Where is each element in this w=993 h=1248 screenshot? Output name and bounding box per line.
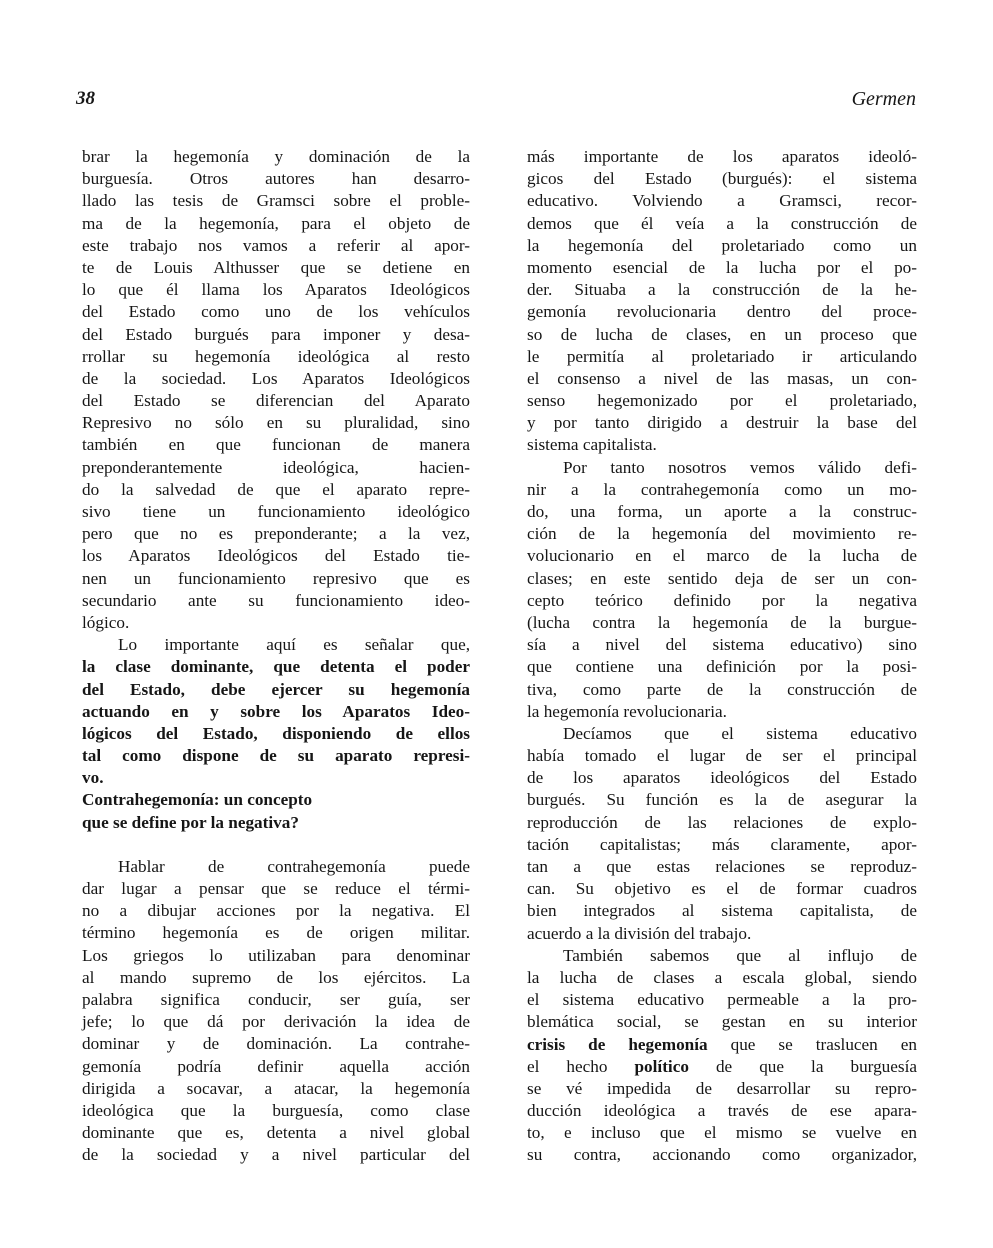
text-line: del Estado, debe ejercer su hegemonía [82, 679, 470, 699]
text-line: la hegemonía revolucionaria. [527, 701, 727, 721]
text-line: tal como dispone de su aparato represi- [82, 746, 470, 766]
text-line: lógico. [82, 612, 130, 632]
text-line: se vé impedida de desarrollar su repro- [527, 1078, 917, 1098]
text-line: los Aparatos Ideológicos del Estado tie- [82, 546, 470, 566]
text-line: lo que él llama los Aparatos Ideológicos [82, 280, 470, 300]
text-line: También sabemos que al influjo de [563, 945, 917, 965]
text-line: jefe; lo que dá por derivación la idea de [82, 1012, 470, 1032]
page-header [0, 88, 993, 118]
text-line: brar la hegemonía y dominación de la [82, 147, 470, 166]
text-line: ma de la hegemonía, para el objeto de [82, 213, 470, 233]
paragraph-part [527, 945, 917, 1034]
text-line: actuando en y sobre los Aparatos Ideo- [82, 701, 470, 721]
heading-line: que se define por la negativa? [82, 812, 299, 832]
paragraph-gramsci [527, 146, 917, 457]
text-line: del Estado se diferencian del Aparato [82, 391, 470, 411]
text-line: tiva, como parte de la construcción de [527, 679, 917, 699]
text-line: burguesía. Otros autores han desarro- [82, 169, 470, 189]
text-line: dominar y de dominación. La contrahe- [82, 1034, 470, 1054]
text-line: demos que él veía a la construcción de [527, 213, 917, 233]
text-line: burgués. Su función es la de asegurar la [527, 790, 917, 810]
text-line: la clase dominante, que detenta el poder [82, 657, 470, 677]
text-line: ideológica que la burguesía, como clase [82, 1100, 470, 1120]
text-line: bien integrados al sistema capitalista, de [527, 901, 917, 921]
text-line: había tomado el lugar de ser el principal [527, 746, 917, 766]
text-line: el consenso a nivel de las masas, un con- [527, 368, 917, 388]
text-line: al mando supremo de los ejércitos. La [82, 967, 470, 987]
text-line: do la salvedad de que el aparato repre- [82, 479, 470, 499]
text-line: también en que funcionan de manera [82, 435, 470, 455]
text-line: cepto teórico definido por la negativa [527, 590, 917, 610]
bold-word-politico: político [634, 1056, 689, 1076]
text-line: y por tanto dirigido a destruir la base del [527, 413, 917, 433]
text-line: de los aparatos ideológicos del Estado [527, 768, 917, 788]
text-line: can. Su objetivo es el de formar cuadros [527, 879, 917, 899]
left-column [82, 146, 470, 1166]
paragraph-clase-dominante [82, 634, 470, 789]
text-line: acuerdo a la división del trabajo. [527, 923, 752, 943]
text-line: más importante de los aparatos ideoló- [527, 147, 917, 166]
text-run: de que la burguesía [688, 1056, 917, 1076]
bold-passage [82, 656, 470, 789]
right-column [527, 146, 917, 1167]
text-line: tación capitalistas; más claramente, apor- [527, 834, 917, 854]
text-line: palabra significa conducir, ser guía, ser [82, 989, 470, 1009]
text-line: sía a nivel del sistema educativo) sino [527, 635, 917, 655]
text-line: clases; en este sentido deja de ser un con- [527, 568, 917, 588]
text-line: sistema capitalista. [527, 435, 657, 455]
text-line: Decíamos que el sistema educativo [563, 723, 917, 743]
text-line: nen un funcionamiento represivo que es [82, 568, 470, 588]
paragraph-althusser [82, 146, 470, 634]
text-line: no a dibujar acciones por la negativa. El [82, 901, 470, 921]
text-line: la hegemonía del proletariado como un [527, 235, 917, 255]
text-line: ducción ideológica a través de ese apara- [527, 1101, 917, 1121]
text-line: gicos del Estado (burgués): el sistema [527, 169, 917, 189]
text-line [527, 1056, 917, 1078]
paragraph-hablar-contrahegemonia [82, 856, 470, 1167]
text-line: su contra, accionando como organizador, [527, 1145, 917, 1165]
text-line: dominante que es, detenta a nivel global [82, 1123, 470, 1143]
paragraph-sistema-educativo [527, 723, 917, 945]
text-line: lógicos del Estado, disponiendo de ellos [82, 723, 470, 743]
text-line: gemonía podría definir aquella acción [82, 1056, 470, 1076]
text-line: vo. [82, 768, 104, 788]
text-run: el hecho [527, 1056, 635, 1076]
text-line: este trabajo nos vamos a referir al apor- [82, 235, 470, 255]
text-line: der. Situaba a la construcción de la he- [527, 280, 917, 300]
text-line: momento esencial de la lucha por el po- [527, 257, 917, 277]
text-line: rrollar su hegemonía ideológica al resto [82, 346, 470, 366]
text-line: de la sociedad. Los Aparatos Ideológicos [82, 368, 470, 388]
section-heading [82, 789, 470, 833]
text-line: término hegemonía es de origen militar. [82, 923, 470, 943]
text-line: educativo. Volviendo a Gramsci, recor- [527, 191, 917, 211]
text-line: de la sociedad y a nivel particular del [82, 1145, 470, 1165]
text-line: del Estado como uno de los vehículos [82, 302, 470, 322]
heading-spacer [82, 834, 470, 856]
text-line: nir a la contrahegemonía como un mo- [527, 479, 917, 499]
text-line: sivo tiene un funcionamiento ideológico [82, 502, 470, 521]
journal-title: Germen [851, 88, 916, 110]
text-line: volucionario en el marco de la lucha de [527, 546, 917, 566]
page-number: 38 [76, 88, 95, 109]
text-line: dar lugar a pensar que se reduce el térmi- [82, 879, 470, 898]
text-line: do, una forma, un aporte a la construc- [527, 502, 917, 521]
text-line: pero que no es preponderante; a la vez, [82, 524, 470, 544]
text-line: Hablar de contrahegemonía puede [118, 856, 470, 876]
text-line: Por tanto nosotros vemos válido defi- [563, 457, 917, 477]
text-line: ción de la hegemonía del movimiento re- [527, 524, 917, 544]
text-line: (lucha contra la hegemonía de la burgue- [527, 612, 917, 632]
paragraph-influjo-lucha [527, 945, 917, 1167]
text-line: so de lucha de clases, en un proceso que [527, 324, 917, 344]
text-line: dirigida a socavar, a atacar, la hegemonía [82, 1078, 470, 1098]
text-line: le permitía al proletariado ir articulando [527, 346, 917, 366]
text-line: senso hegemonizado por el proletariado, [527, 391, 917, 411]
paragraph-contrahegemonia-definicion [527, 457, 917, 723]
text-line: te de Louis Althusser que se detiene en [82, 257, 470, 277]
paragraph-part [527, 1078, 917, 1167]
text-line: del Estado burgués para imponer y desa- [82, 324, 470, 344]
text-line: la lucha de clases a escala global, siendo [527, 967, 917, 987]
text-line: tan a que estas relaciones se reproduz- [527, 857, 917, 876]
text-line: el sistema educativo permeable a la pro- [527, 990, 917, 1010]
text-line: preponderantemente ideológica, hacien- [82, 457, 470, 477]
heading-line: Contrahegemonía: un concepto [82, 790, 313, 810]
text-line: secundario ante su funcionamiento ideo- [82, 590, 470, 610]
bold-phrase-crisis: crisis de hegemonía [527, 1034, 708, 1054]
text-line: blemática social, se gestan en su interior [527, 1012, 917, 1032]
text-line: to, e incluso que el mismo se vuelve en [527, 1123, 917, 1143]
text-line: Los griegos lo utilizaban para denominar [82, 945, 470, 965]
text-line [527, 1034, 917, 1056]
text-line: reproducción de las relaciones de explo- [527, 812, 917, 832]
text-line: que contiene una definición por la posi- [527, 657, 917, 677]
text-run: que se traslucen en [707, 1034, 917, 1054]
text-line: gemonía revolucionaria dentro del proce- [527, 302, 917, 322]
text-line: Represivo no sólo en su pluralidad, sino [82, 413, 470, 433]
text-line: llado las tesis de Gramsci sobre el proble- [82, 191, 470, 211]
text-line: Lo importante aquí es señalar que, [118, 635, 470, 655]
